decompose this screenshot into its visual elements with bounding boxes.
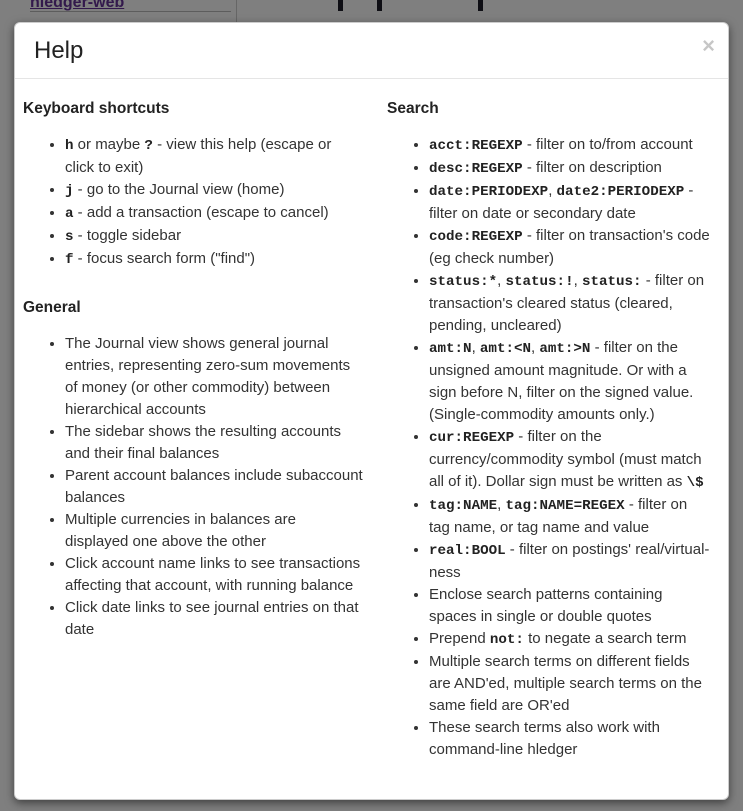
list-item: • s - toggle sidebar <box>65 225 363 248</box>
list-item: • Prepend not: to negate a search term <box>429 628 712 651</box>
close-icon[interactable]: × <box>702 33 715 58</box>
code-term: \$ <box>686 474 704 491</box>
list-item: • Enclose search patterns containing spaces in single or double quotes <box>429 584 712 628</box>
code-term: amt:N <box>429 340 472 357</box>
code-term: not: <box>489 631 524 648</box>
section-list <box>23 134 363 271</box>
code-term: status:* <box>429 273 498 290</box>
code-term: ? <box>144 137 153 154</box>
code-term: f <box>65 251 74 268</box>
list-item: • Click account name links to see transactions affecting that account, with running balance <box>65 553 363 597</box>
list-item: • h or maybe ? - view this help (escape or click to exit) <box>65 134 363 179</box>
list-item: • date:PERIODEXP, date2:PERIODEXP - filter on date or secondary date <box>429 180 712 225</box>
list-item: • The Journal view shows general journal entries, representing zero-sum movements of money (or other commodity) between hierarchical accounts <box>65 333 363 421</box>
code-term: code:REGEXP <box>429 228 523 245</box>
left-column <box>23 100 363 761</box>
code-term: j <box>65 182 74 199</box>
modal-title: Help <box>34 37 84 64</box>
help-columns <box>23 100 712 761</box>
list-item: • Parent account balances include subaccount balances <box>65 465 363 509</box>
code-term: real:BOOL <box>429 542 506 559</box>
list-item: • Multiple currencies in balances are displayed one above the other <box>65 509 363 553</box>
code-term: h <box>65 137 74 154</box>
list-item: • f - focus search form ("find") <box>65 248 363 271</box>
right-column <box>387 100 712 761</box>
modal-body <box>15 79 728 800</box>
list-item: • Multiple search terms on different fields are AND'ed, multiple search terms on the same field are OR'ed <box>429 651 712 717</box>
list-item: • Click date links to see journal entries on that date <box>65 597 363 641</box>
section-heading: General <box>23 298 81 316</box>
list-item: • a - add a transaction (escape to cancel) <box>65 202 363 225</box>
code-term: amt:>N <box>539 340 591 357</box>
list-item: • amt:N, amt:<N, amt:>N - filter on the unsigned amount magnitude. Or with a sign before N, filter on the signed value. (Single-commodity amounts only.) <box>429 337 712 426</box>
code-term: date2:PERIODEXP <box>556 183 685 200</box>
code-term: status:! <box>505 273 574 290</box>
list-item: • tag:NAME, tag:NAME=REGEX - filter on tag name, or tag name and value <box>429 494 712 539</box>
help-modal <box>14 22 729 800</box>
code-term: date:PERIODEXP <box>429 183 549 200</box>
section-heading: Search <box>387 99 439 117</box>
list-item: • desc:REGEXP - filter on description <box>429 157 712 180</box>
code-term: tag:NAME=REGEX <box>505 497 625 514</box>
code-term: a <box>65 205 74 222</box>
section-list <box>387 134 712 761</box>
code-term: acct:REGEXP <box>429 137 523 154</box>
list-item: • acct:REGEXP - filter on to/from account <box>429 134 712 157</box>
code-term: cur:REGEXP <box>429 429 515 446</box>
code-term: desc:REGEXP <box>429 160 523 177</box>
code-term: tag:NAME <box>429 497 498 514</box>
list-item: • These search terms also work with command-line hledger <box>429 717 712 761</box>
section-list <box>23 333 363 641</box>
code-term: amt:<N <box>479 340 532 357</box>
list-item: • real:BOOL - filter on postings' real/virtual-ness <box>429 539 712 584</box>
list-item: • status:*, status:!, status: - filter on transaction's cleared status (cleared, pending, uncleared) <box>429 270 712 337</box>
code-term: status: <box>581 273 642 290</box>
modal-header <box>15 23 728 79</box>
list-item: • code:REGEXP - filter on transaction's code (eg check number) <box>429 225 712 270</box>
list-item: • cur:REGEXP - filter on the currency/commodity symbol (must match all of it). Dollar sign must be written as \$ <box>429 426 712 494</box>
section-heading: Keyboard shortcuts <box>23 99 170 117</box>
list-item: • The sidebar shows the resulting accounts and their final balances <box>65 421 363 465</box>
code-term: s <box>65 228 74 245</box>
list-item: • j - go to the Journal view (home) <box>65 179 363 202</box>
